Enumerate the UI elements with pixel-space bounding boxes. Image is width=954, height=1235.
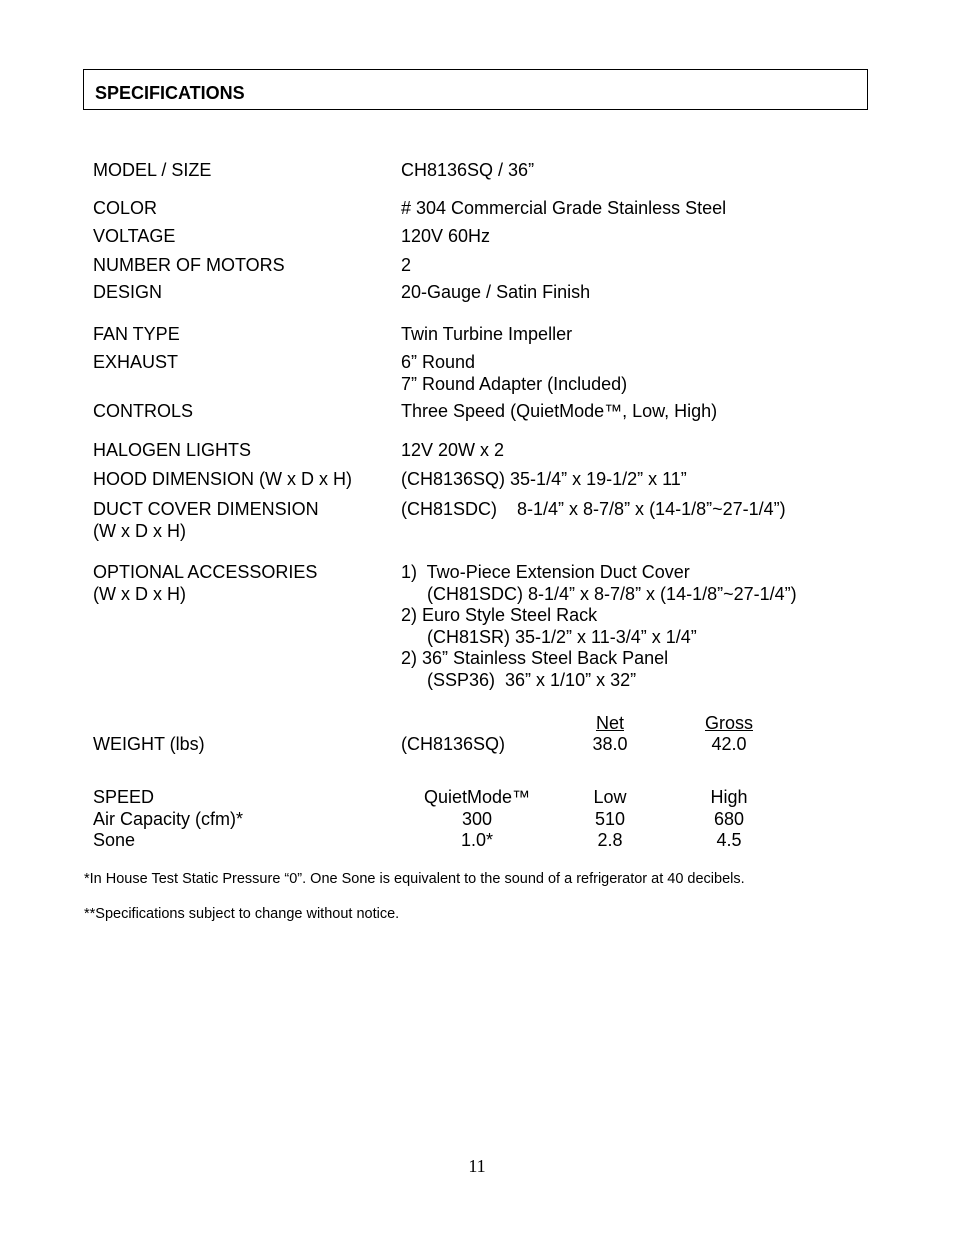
exhaust-value-adapter: 7” Round Adapter (Included) [401,374,628,394]
weight-net-value: 38.0 [592,734,628,754]
controls-label: CONTROLS [93,401,194,421]
sone-low: 2.8 [597,830,623,850]
sone-label: Sone [93,830,136,850]
hood-dimension-value: (CH8136SQ) 35-1/4” x 19-1/2” x 11” [401,469,687,489]
exhaust-value-round: 6” Round [401,352,476,372]
speed-col-low: Low [593,787,627,807]
accessory-2-detail: (CH81SR) 35-1/2” x 11-3/4” x 1/4” [427,627,697,647]
weight-model: (CH8136SQ) [401,734,506,754]
controls-value: Three Speed (QuietMode™, Low, High) [401,401,718,421]
color-label: COLOR [93,198,158,218]
halogen-label: HALOGEN LIGHTS [93,440,252,460]
air-capacity-quietmode: 300 [461,809,493,829]
duct-cover-value: (CH81SDC) 8-1/4” x 8-7/8” x (14-1/8”~27-1/4”) [401,499,786,519]
hood-dimension-label: HOOD DIMENSION (W x D x H) [93,469,352,489]
model-value: CH8136SQ / 36” [401,160,535,180]
weight-net-header: Net [595,713,624,733]
weight-gross-value: 42.0 [711,734,747,754]
color-value: # 304 Commercial Grade Stainless Steel [401,198,727,218]
accessory-3: 2) 36” Stainless Steel Back Panel [401,648,669,668]
fan-type-label: FAN TYPE [93,324,180,344]
footnote-test-pressure: *In House Test Static Pressure “0”. One Sone is equivalent to the sound of a refrigerator at 40 decibels. [84,871,745,887]
specifications-header-box [83,69,868,110]
motors-value: 2 [401,255,412,275]
page-number: 11 [468,1156,486,1176]
accessories-label: OPTIONAL ACCESSORIES [93,562,318,582]
voltage-value: 120V 60Hz [401,226,491,246]
footnote-specifications: **Specifications subject to change without notice. [84,906,400,922]
design-value: 20-Gauge / Satin Finish [401,282,591,302]
design-label: DESIGN [93,282,163,302]
accessory-2: 2) Euro Style Steel Rack [401,605,598,625]
air-capacity-high: 680 [713,809,745,829]
accessory-3-detail: (SSP36) 36” x 1/10” x 32” [427,670,637,690]
speed-label: SPEED [93,787,155,807]
accessory-1: 1) Two-Piece Extension Duct Cover [401,562,690,582]
speed-col-high: High [710,787,748,807]
duct-cover-label-units: (W x D x H) [93,521,186,541]
weight-label: WEIGHT (lbs) [93,734,205,754]
page-title: SPECIFICATIONS [95,83,245,103]
air-capacity-low: 510 [594,809,626,829]
sone-high: 4.5 [716,830,742,850]
voltage-label: VOLTAGE [93,226,176,246]
air-capacity-label: Air Capacity (cfm)* [93,809,244,829]
accessories-label-units: (W x D x H) [93,584,186,604]
halogen-value: 12V 20W x 2 [401,440,505,460]
duct-cover-label: DUCT COVER DIMENSION [93,499,319,519]
weight-gross-header: Gross [704,713,753,733]
fan-type-value: Twin Turbine Impeller [401,324,573,344]
motors-label: NUMBER OF MOTORS [93,255,285,275]
speed-col-quietmode: QuietMode™ [423,787,531,807]
exhaust-label: EXHAUST [93,352,179,372]
model-label: MODEL / SIZE [93,160,212,180]
sone-quietmode: 1.0* [460,830,494,850]
accessory-1-detail: (CH81SDC) 8-1/4” x 8-7/8” x (14-1/8”~27-1/4”) [427,584,797,604]
